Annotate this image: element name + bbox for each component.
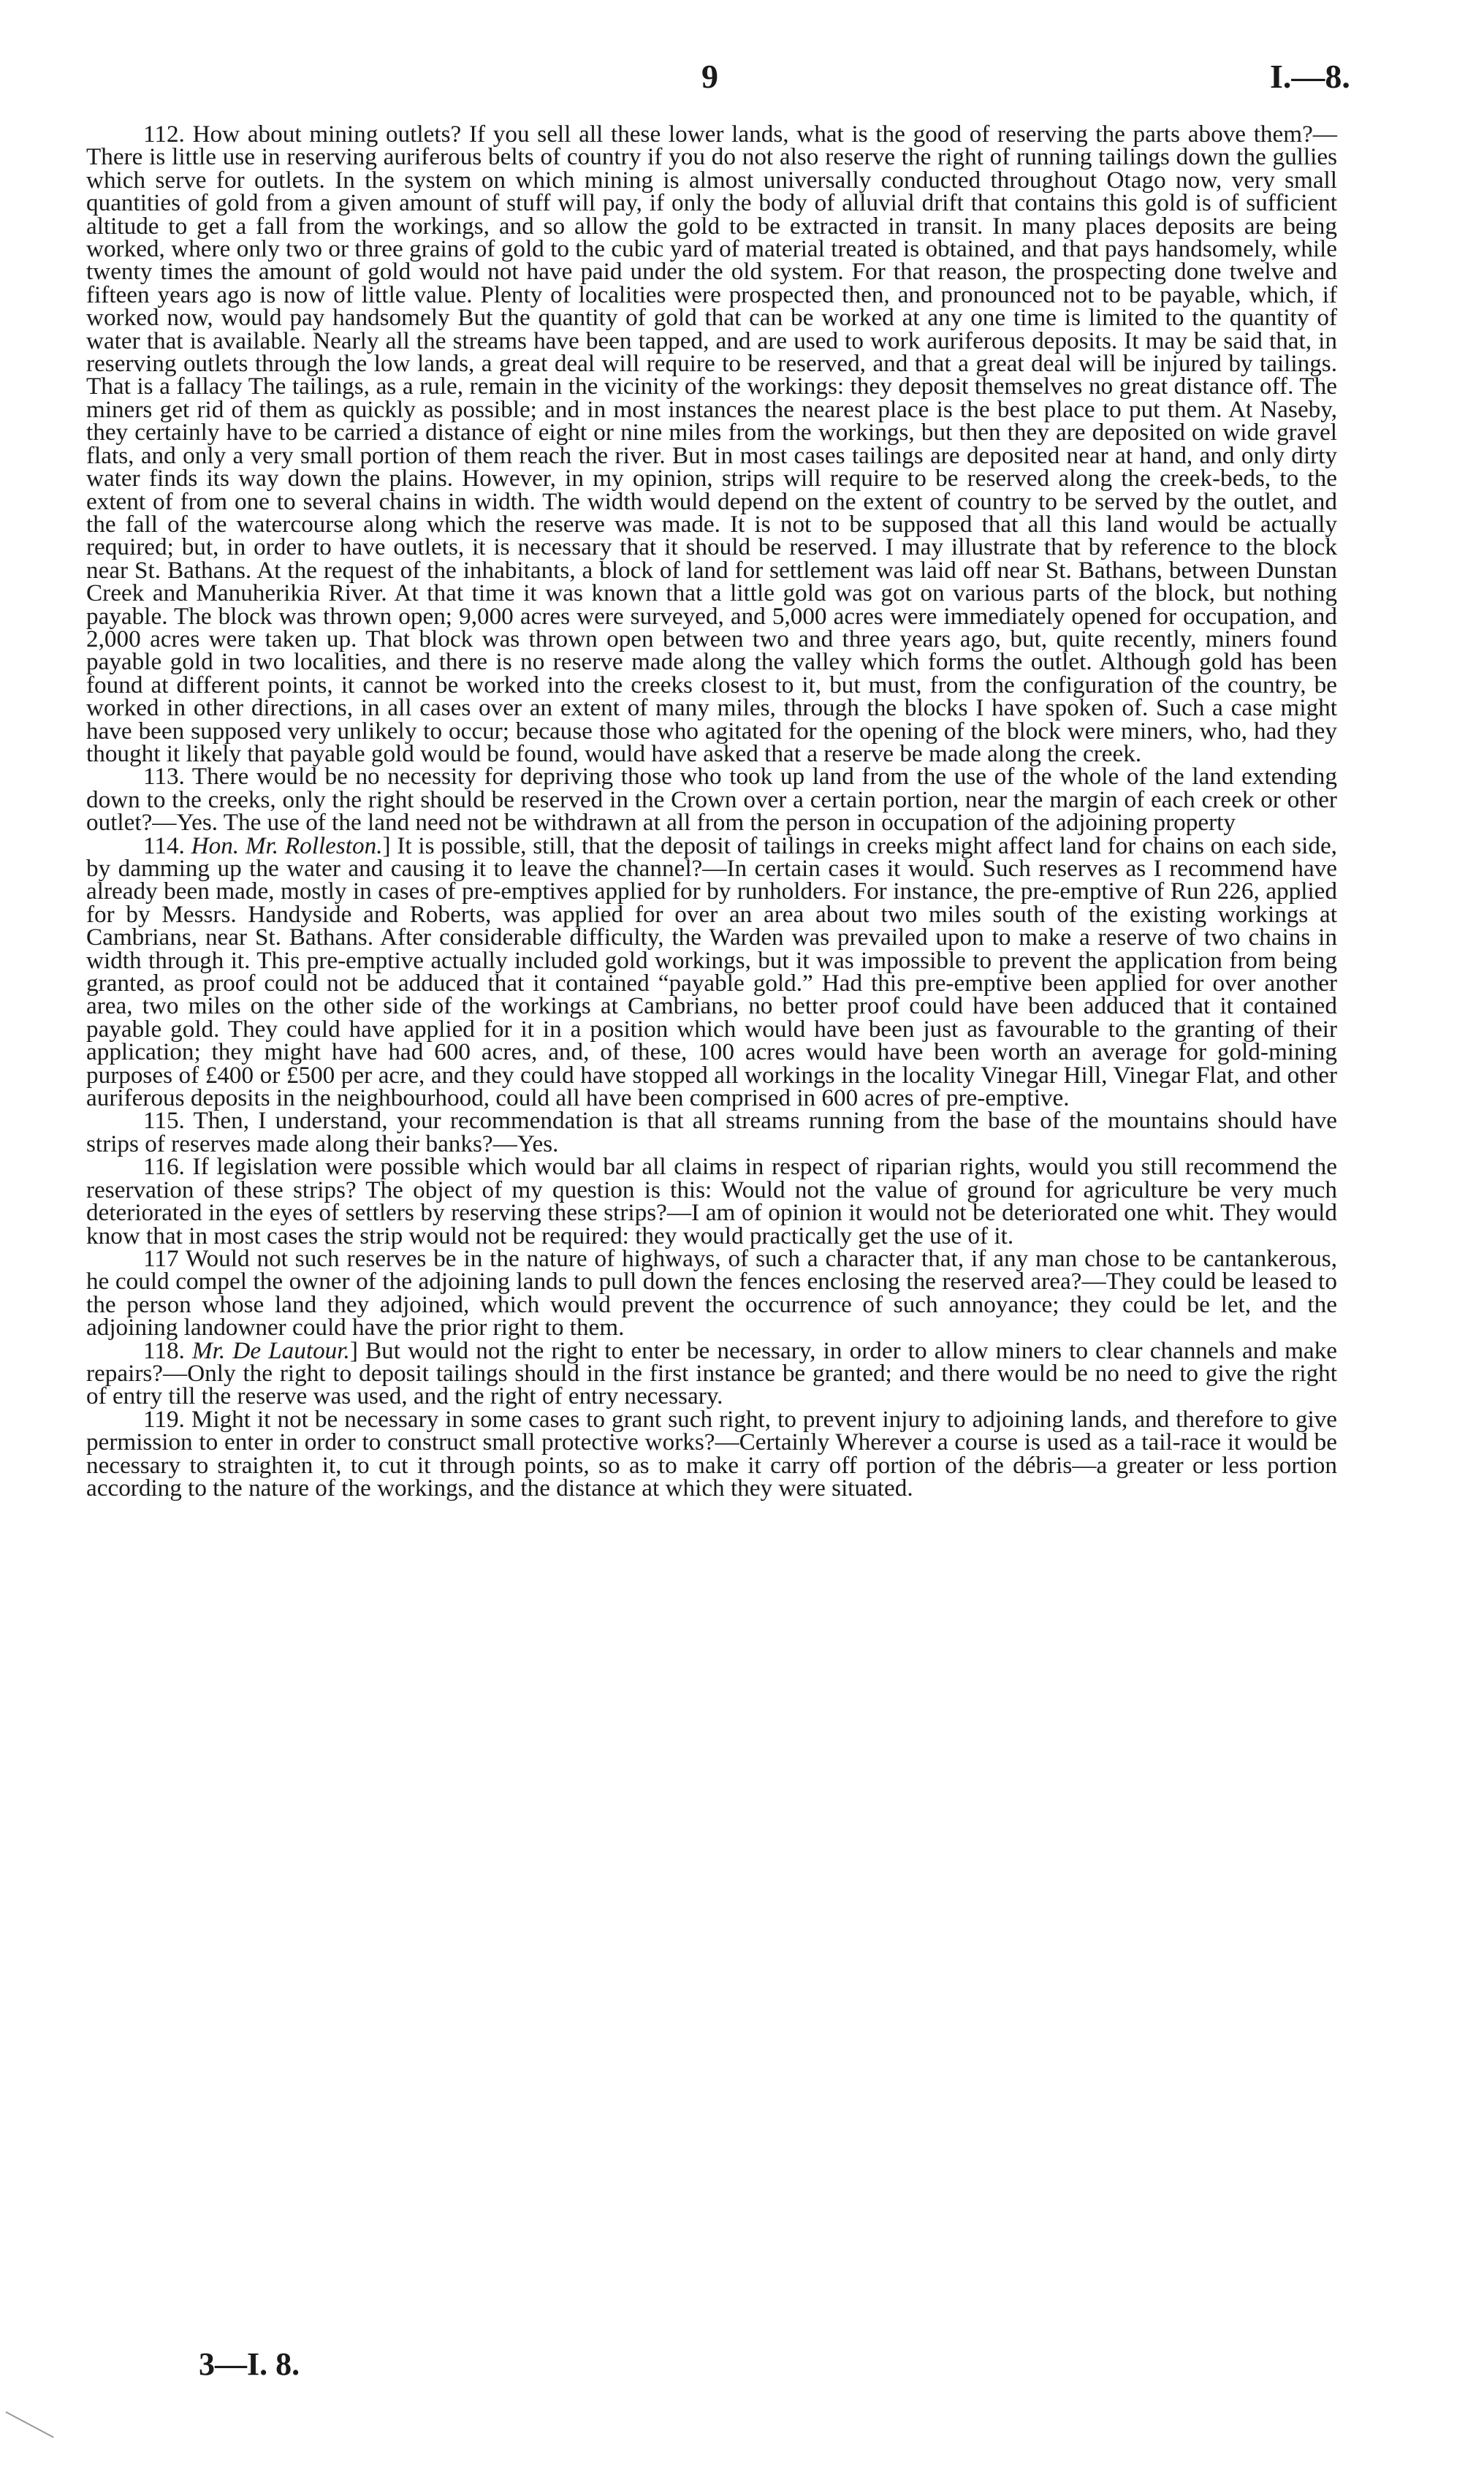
- paragraph-119: 119. Might it not be necessary in some cases to grant such right, to prevent injury to adjoining lands, and therefore to give permission to enter in order to construct small protective works?—Certainly Wherever a course is used as a tail-race it would be necessary to straighten it, to cut it through points, so as to make it carry off portion of the débris—a greater or less portion according to the nature of the workings, and the distance at which they were situated.: [86, 1405, 1337, 1502]
- paragraph-text: It is possible, still, that the deposit of tailings in creeks might affect land for chains on each side, by damming up the water and causing it to leave the channel?—In certain cases it would. Such reserves as I recommend have already been made, mostly in cases of pre-emptives applied for by runholders. For instance, the pre-emptive of Run 226, applied for by Messrs. Handyside and Roberts, was applied for over an area about two miles south of the existing workings at Cambrians, near St. Bathans. After considerable difficulty, the Warden was prevailed upon to make a reserve of two chains in width through it. This pre-emptive actually included gold workings, but it was impossible to prevent the application from being granted, as proof could not be adduced that it contained “payable gold.” Had this pre-emptive been applied for over another area, two miles on the other side of the workings at Cambrians, no better proof could have been adduced that it contained payable gold. They could have applied for it in a position which would have been just as favourable to the granting of their application; they might have had 600 acres, and, of these, 100 acres would have been worth an average for gold-mining purposes of £400 or £500 per acre, and they could have stopped all workings in the locality Vinegar Hill, Vinegar Flat, and other auriferous deposits in the neighbourhood, could all have been comprised in 600 acres of pre-emptive.: [86, 832, 1337, 1112]
- footer-signature: 3—I. 8.: [199, 2346, 300, 2382]
- paragraph-117: 117 Would not such reserves be in the nature of highways, of such a character that, if any man chose to be cantankerous, he could compel the owner of the adjoining lands to pull down the fences enclosing the reserved area?—They could be leased to the person whose land they adjoined, which would prevent the occurrence of such annoyance; they could be let, and the adjoining landowner could have the prior right to them.: [86, 1244, 1337, 1342]
- testimony-body: [86, 121, 1337, 1502]
- paragraph-118: 118. Mr. De Lautour.] But would not the right to enter be necessary, in order to allow miners to clear channels and make repairs?—Only the right to deposit tailings should in the first instance be granted; and there would be no need to give the right of entry till the reserve was used, and the right of entry necessary.: [86, 1336, 1337, 1410]
- speaker-name: Mr. De Lautour.: [192, 1336, 350, 1364]
- paragraph-text: But would not the right to enter be necessary, in order to allow miners to clear channels and make repairs?—Only the right to deposit tailings should in the first instance be granted; and there would be no need to give the right of entry till the reserve was used, and the right of entry necessary.: [86, 1336, 1337, 1410]
- page-number: 9: [701, 58, 718, 95]
- paragraph-115: 115. Then, I understand, your recommendation is that all streams running from the base of the mountains should have strips of reserves made along their banks?—Yes.: [86, 1107, 1337, 1157]
- paragraph-113: 113. There would be no necessity for depriving those who took up land from the use of the whole of the land extending down to the creeks, only the right should be reserved in the Crown over a certain portion, near the margin of each creek or other outlet?—Yes. The use of the land need not be withdrawn at all from the person in occupation of the adjoining property: [86, 763, 1337, 837]
- paragraph-116: 116. If legislation were possible which would bar all claims in respect of riparian rights, would you still recommend the reservation of these strips? The object of my question is this: Would not the value of ground for agriculture be very much deteriorated in the eyes of settlers by reserving these strips?—I am of opinion it would not be deteriorated one whit. They would know that in most cases the strip would not be required: they would practically get the use of it.: [86, 1153, 1337, 1249]
- speaker-name: Hon. Mr. Rolleston.: [191, 832, 383, 859]
- paragraph-114: 114. Hon. Mr. Rolleston.] It is possible, still, that the deposit of tailings in creeks might affect land for chains on each side, by damming up the water and causing it to leave the channel?—In certain cases it would. Such reserves as I recommend have already been made, mostly in cases of pre-emptives applied for by runholders. For instance, the pre-emptive of Run 226, applied for by Messrs. Handyside and Roberts, was applied for over an area about two miles south of the existing workings at Cambrians, near St. Bathans. After considerable difficulty, the Warden was prevailed upon to make a reserve of two chains in width through it. This pre-emptive actually included gold workings, but it was impossible to prevent the application from being granted, as proof could not be adduced that it contained “payable gold.” Had this pre-emptive been applied for over another area, two miles on the other side of the workings at Cambrians, no better proof could have been adduced that it contained payable gold. They could have applied for it in a position which would have been just as favourable to the granting of their application; they might have had 600 acres, and, of these, 100 acres would have been worth an average for gold-mining purposes of £400 or £500 per acre, and they could have stopped all workings in the locality Vinegar Hill, Vinegar Flat, and other auriferous deposits in the neighbourhood, could all have been comprised in 600 acres of pre-emptive.: [86, 832, 1337, 1112]
- document-reference: I.—8.: [1270, 58, 1350, 95]
- corner-scan-mark: [6, 2411, 54, 2438]
- paragraph-112: 112. How about mining outlets? If you sell all these lower lands, what is the good of reserving the parts above them?—There is little use in reserving auriferous belts of country if you do not also reserve the right of running tailings down the gullies which serve for outlets. In the system on which mining is almost universally conducted throughout Otago now, very small quantities of gold from a given amount of stuff will pay, if only the body of alluvial drift that contains this gold is of sufficient altitude to get a fall from the workings, and so allow the gold to be extracted in transit. In many places deposits are being worked, where only two or three grains of gold to the cubic yard of material treated is obtained, and that pays handsomely, while twenty times the amount of gold would not have paid under the old system. For that reason, the prospecting done twelve and fifteen years ago is now of little value. Plenty of localities were prospected then, and pronounced not to be payable, which, if worked now, would pay handsomely But the quantity of gold that can be worked at any one time is limited to the quantity of water that is available. Nearly all the streams have been tapped, and are used to work auriferous deposits. It may be said that, in reserving outlets through the low lands, a great deal will require to be reserved, and that a great deal will be injured by tailings. That is a fallacy The tailings, as a rule, remain in the vicinity of the workings: they deposit themselves no great distance off. The miners get rid of them as quickly as possible; and in most instances the nearest place is the best place to put them. At Naseby, they certainly have to be carried a distance of eight or nine miles from the workings, but then they are deposited on wide gravel flats, and only a very small portion of them reach the river. But in most cases tailings are deposited near at hand, and only dirty water finds its way down the plains. However, in my opinion, strips will require to be reserved along the creek-beds, to the extent of from one to several chains in width. The width would depend on the extent of country to be served by the outlet, and the fall of the watercourse along which the reserve was made. It is not to be supposed that all this land would be actually required; but, in order to have outlets, it is necessary that it should be reserved. I may illustrate that by reference to the block near St. Bathans. At the request of the inhabitants, a block of land for settlement was laid off near St. Bathans, between Dunstan Creek and Manuherikia River. At that time it was known that a little gold was got on various parts of the block, but nothing payable. The block was thrown open; 9,000 acres were surveyed, and 5,000 acres were immediately opened for occupation, and 2,000 acres were taken up. That block was thrown open between two and three years ago, but, quite recently, miners found payable gold in two localities, and there is no reserve made along the valley which forms the outlet. Although gold has been found at different points, it cannot be worked into the creeks closest to it, but must, from the configuration of the country, be worked in other directions, in all cases over an extent of many miles, through the blocks I have spoken of. Such a case might have been supposed very unlikely to occur; because those who agitated for the opening of the block were miners, who, had they thought it likely that payable gold would be found, would have asked that a reserve be made along the creek.: [86, 121, 1337, 767]
